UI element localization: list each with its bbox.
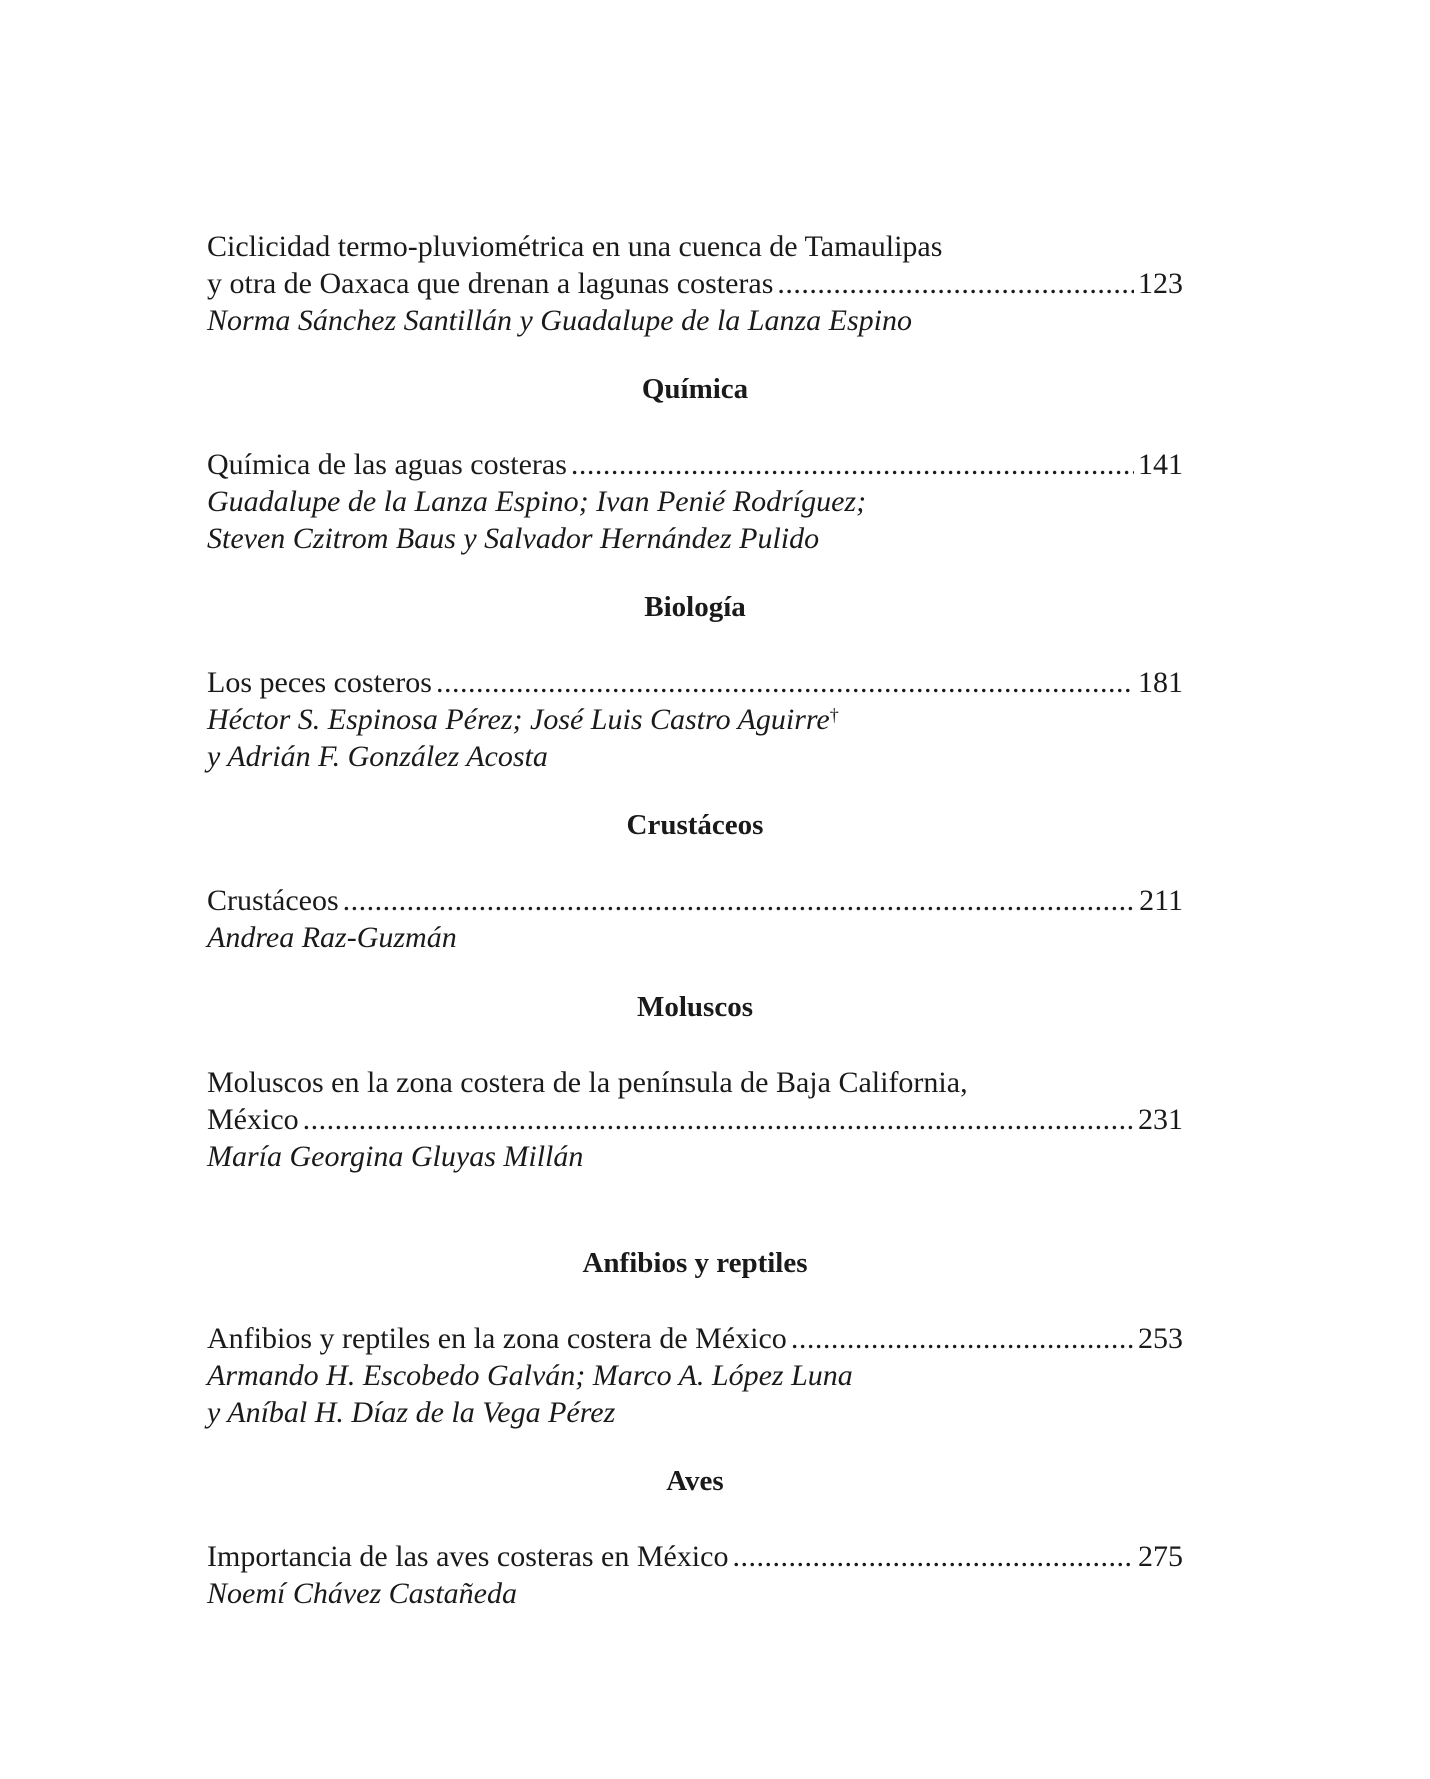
entry-title-leader-line[interactable] <box>207 664 1183 701</box>
page-number: 253 <box>1138 1322 1183 1355</box>
entry-title: Ciclicidad termo-pluviométrica en una cuenca de Tamaulipas <box>207 230 943 263</box>
section-heading: Aves <box>666 1465 724 1497</box>
toc-entry <box>207 228 1183 339</box>
entry-authors: y Adrián F. González Acosta <box>207 740 548 773</box>
entry-authors: Armando H. Escobedo Galván; Marco A. López Luna <box>207 1359 853 1392</box>
page-number: 123 <box>1138 267 1183 300</box>
dot-leader <box>343 882 1135 919</box>
dot-leader <box>732 1538 1134 1575</box>
dot-leader <box>436 664 1134 701</box>
dot-leader <box>777 265 1134 302</box>
page-number: 231 <box>1138 1103 1183 1136</box>
entry-title: y otra de Oaxaca que drenan a lagunas costeras <box>207 267 774 300</box>
entry-authors <box>207 701 1183 738</box>
entry-authors: María Georgina Gluyas Millán <box>207 1140 584 1173</box>
toc-entry <box>207 1320 1183 1431</box>
entry-title: Moluscos en la zona costera de la península de Baja California, <box>207 1066 968 1099</box>
entry-title-leader-line[interactable] <box>207 1101 1183 1138</box>
entry-authors: Andrea Raz-Guzmán <box>207 921 457 954</box>
section-heading: Biología <box>644 591 746 623</box>
dot-leader <box>571 446 1134 483</box>
entry-title-leader-line[interactable] <box>207 265 1183 302</box>
page-number: 181 <box>1138 666 1183 699</box>
entry-authors: Norma Sánchez Santillán y Guadalupe de la Lanza Espino <box>207 304 912 337</box>
page-number: 141 <box>1138 448 1183 481</box>
entry-title: Importancia de las aves costeras en México <box>207 1540 729 1573</box>
toc-entry <box>207 446 1183 557</box>
toc-entry <box>207 882 1183 956</box>
entry-authors: y Aníbal H. Díaz de la Vega Pérez <box>207 1396 616 1429</box>
entry-title-leader-line[interactable] <box>207 1538 1183 1575</box>
entry-authors: Guadalupe de la Lanza Espino; Ivan Penié Rodríguez; <box>207 485 867 518</box>
entry-title: Los peces costeros <box>207 666 432 699</box>
entry-title: Química de las aguas costeras <box>207 448 567 481</box>
section-heading: Química <box>641 373 749 405</box>
toc-entry <box>207 1538 1183 1612</box>
entry-authors: Noemí Chávez Castañeda <box>207 1577 517 1610</box>
toc-entry <box>207 664 1183 775</box>
toc-entry <box>207 1064 1183 1175</box>
entry-title-leader-line[interactable] <box>207 446 1183 483</box>
dagger-mark: † <box>829 705 839 725</box>
section-heading: Anfibios y reptiles <box>582 1247 808 1279</box>
author-text: Héctor S. Espinosa Pérez; José Luis Castro Aguirre <box>207 703 830 736</box>
dot-leader <box>303 1101 1134 1138</box>
entry-title-leader-line[interactable] <box>207 882 1183 919</box>
dot-leader <box>791 1320 1134 1357</box>
entry-title: México <box>207 1103 299 1136</box>
entry-title: Anfibios y reptiles en la zona costera de México <box>207 1322 787 1355</box>
section-heading: Crustáceos <box>626 809 764 841</box>
page-number: 275 <box>1138 1540 1183 1573</box>
section-heading: Moluscos <box>637 991 753 1023</box>
entry-title: Crustáceos <box>207 884 339 917</box>
entry-authors: Steven Czitrom Baus y Salvador Hernández Pulido <box>207 522 820 555</box>
page-number: 211 <box>1139 884 1183 917</box>
entry-title-leader-line[interactable] <box>207 1320 1183 1357</box>
